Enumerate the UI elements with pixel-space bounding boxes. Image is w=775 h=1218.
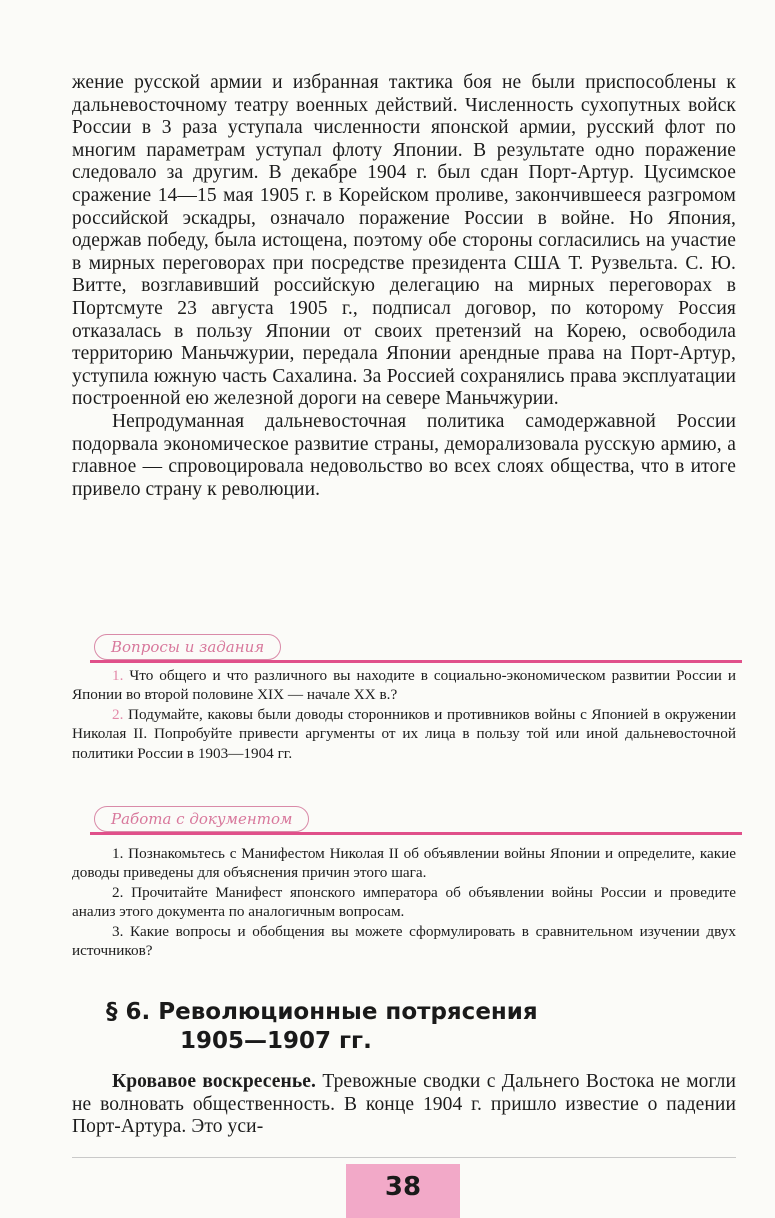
paragraph-2: Непродуманная дальневосточная политика самодержавной России подорвала экономическое развитие страны, деморализовала русскую армию, а главное — спровоцировала недовольство во всех слоях общества, что в итоге привело страну к революции. (72, 410, 736, 500)
section-title-line1: § 6. Революционные потрясения (106, 999, 538, 1025)
main-text (72, 72, 736, 501)
question-text: Подумайте, каковы были доводы сторонников и противников войны с Японией в окружении Николая II. Попробуйте привести аргументы от их лица в пользу той или иной дальневосточной политики России в 1903—1904 гг. (72, 705, 737, 762)
section-paragraph (72, 1071, 736, 1139)
question-item (72, 666, 736, 705)
section-text (72, 1071, 736, 1139)
questions-header (72, 634, 742, 664)
question-item (72, 705, 736, 763)
paragraph-1: жение русской армии и избранная тактика боя не были приспособлены к дальневосточному театру военных действий. Численность сухопутных войск России в 3 раза уступала численности японской армии, русский флот по многим параметрам уступал флоту Японии. В результате одно поражение следовало за другим. В декабре 1904 г. был сдан Порт-Артур. Цусимское сражение 14—15 мая 1905 г. в Корейском проливе, закончившееся разгромом российской эскадры, означало поражение России в войне. Но Япония, одержав победу, была истощена, поэтому обе стороны согласились на участие в мирных переговорах при посредстве президента США Т. Рузвельта. С. Ю. Витте, возглавивший российскую делегацию на мирных переговорах в Портсмуте 23 августа 1905 г., подписал договор, по которому Россия отказалась в пользу Японии от своих претензий на Корею, освободила территорию Маньчжурии, передала Японии арендные права на Порт-Артур, уступила южную часть Сахалина. За Россией сохранялись права эксплуатации построенной ею железной дороги на севере Маньчжурии. (72, 72, 736, 410)
question-number: 1. (112, 667, 124, 684)
documents-list (72, 844, 736, 960)
page-number: 38 (384, 1172, 422, 1202)
documents-header (72, 806, 742, 836)
section-heading (106, 998, 666, 1056)
questions-divider (90, 660, 742, 663)
question-text: Что общего и что различного вы находите в социально-экономическом развитии России и Японии во второй половине XIX — начале XX в.? (72, 667, 736, 704)
question-number: 2. (112, 705, 124, 723)
questions-label: Вопросы и задания (94, 634, 281, 660)
footer-divider (72, 1157, 736, 1158)
documents-divider (90, 832, 742, 835)
document-task: 2. Прочитайте Манифест японского императора об объявлении войны России и проведите анализ этого документа по аналогичным вопросам. (72, 883, 736, 921)
questions-list (72, 666, 736, 763)
section-body: Тревожные сводки с Дальнего Востока не могли не волновать общественность. В конце 1904 г. пришло известие о падении Порт-Артура. Это уси- (72, 1071, 737, 1138)
documents-label: Работа с документом (94, 806, 309, 832)
section-title-line2: 1905—1907 гг. (180, 1028, 372, 1054)
document-task: 1. Познакомьтесь с Манифестом Николая II об объявлении войны Японии и определите, какие доводы приведены для объяснения причин этого шага. (72, 845, 736, 882)
section-lead: Кровавое воскресенье. (112, 1071, 317, 1092)
document-task: 3. Какие вопросы и обобщения вы можете сформулировать в сравнительном изучении двух источников? (72, 922, 736, 960)
